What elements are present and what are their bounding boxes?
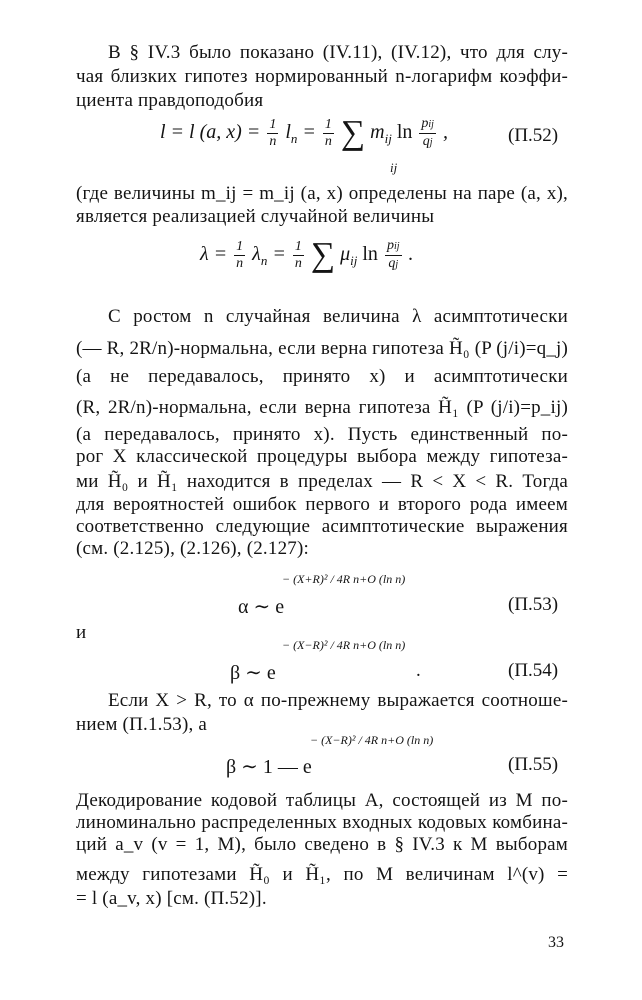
eq-p54-label: (П.54) <box>508 660 559 681</box>
eq-p52-sum-sign: ∑ <box>340 114 366 152</box>
eq-p52-fraction-1: $\frac{1}{n}$ <box>269 117 277 149</box>
conjunction-and: и <box>76 622 87 643</box>
paragraph-5-line-3: ций a_v (v = 1, M), было сведено в § IV.3 к M выборам <box>76 834 568 855</box>
paragraph-3-line-4: (R, 2R/n)-нормальна, если верна гипотеза H̃₁ (P (j/i)=p_ij) <box>76 397 568 418</box>
eq-p52-mid: l <box>285 121 291 144</box>
paragraph-3-line-1: С ростом n случайная величина λ асимптотически <box>108 306 568 327</box>
eq-p53-exponent: − (X+R)² / 4R n+O (ln n) <box>282 572 406 586</box>
eq-p53-body: α ∼ e <box>238 596 285 618</box>
eq-p55-exponent: − (X−R)² / 4R n+O (ln n) <box>310 733 434 747</box>
paragraph-5-line-1: Декодирование кодовой таблицы A, состоящей из M по- <box>76 790 568 811</box>
paragraph-2-line-2: является реализацией случайной величины <box>76 206 435 227</box>
eq-p54-body: β ∼ e <box>230 662 276 684</box>
paragraph-5-line-2: линоминально распределенных входных кодовых комбина- <box>76 812 568 833</box>
paragraph-5-line-4: между гипотезами H̃₀ и H̃₁, по M величинам l^(v) = <box>76 864 568 885</box>
paragraph-3-line-7: ми H̃₀ и H̃₁ находится в пределах — R < X < R. Тогда <box>76 471 568 492</box>
paragraph-3-line-10: (см. (2.125), (2.126), (2.127): <box>76 538 309 559</box>
eq-p52-lhs: l = l (a, x) = <box>160 121 261 144</box>
paragraph-4-line-1: Если X > R, то α по-прежнему выражается соотноше- <box>108 690 568 711</box>
paragraph-2-line-1: (где величины m_ij = m_ij (a, x) определены на паре (a, x), <box>76 183 568 204</box>
eq-p52-fraction-2: $\frac{1}{n}$ <box>324 117 332 149</box>
paragraph-1-line-2: чая близких гипотез нормированный n-логарифм коэффи- <box>76 66 568 87</box>
paragraph-1-line-3: циента правдоподобия <box>76 90 264 111</box>
eq-p55-label: (П.55) <box>508 754 559 775</box>
eq-p55-body: β ∼ 1 — e <box>226 756 312 778</box>
eq-p53-label: (П.53) <box>508 594 559 615</box>
eq-p54-exponent: − (X−R)² / 4R n+O (ln n) <box>282 638 406 652</box>
paragraph-3-line-8: для вероятностей ошибок первого и второго рода имеем <box>76 494 568 515</box>
paragraph-3-line-6: рог X классической процедуры выбора между гипотеза- <box>76 446 568 467</box>
paragraph-3-line-5: (a передавалось, принято x). Пусть единственный по- <box>76 424 568 445</box>
paragraph-3-line-2: (— R, 2R/n)-нормальна, если верна гипотеза H̃₀ (P (j/i)=q_j) <box>76 338 569 359</box>
page-number: 33 <box>548 934 564 951</box>
eq-p54-tail: . <box>416 660 421 681</box>
eq-p52-label: (П.52) <box>508 125 559 146</box>
paragraph-3-line-9: соответственно следующие асимптотические выражения <box>76 516 568 537</box>
eq-p52-ratio: $\frac{\text{pij}}{qj}$ <box>421 116 434 149</box>
paragraph-5-line-5: = l (a_v, x) [см. (П.52)]. <box>76 888 267 909</box>
eq-p52-sum-index: ij <box>390 160 398 175</box>
equation-p52: l = l (a, x) = $\frac{1}{n}$ $l_n$ = $\frac{1}{n}$ ∑ $m_{ij}$ ln $\frac{\text{pij}}{qj}$ , <box>160 114 448 152</box>
paragraph-3-line-3: (a не передавалось, принято x) и асимптотически <box>76 366 568 387</box>
equation-lambda: λ = $\frac{1}{n}$ $\lambda_n$ = $\frac{1}{n}$ ∑ $\mu_{ij}$ ln $\frac{\text{pij}}{qj}$ . <box>200 236 414 274</box>
paragraph-4-line-2: нием (П.1.53), а <box>76 714 208 735</box>
paragraph-1-line-1: В § IV.3 было показано (IV.11), (IV.12), что для слу- <box>108 42 568 63</box>
